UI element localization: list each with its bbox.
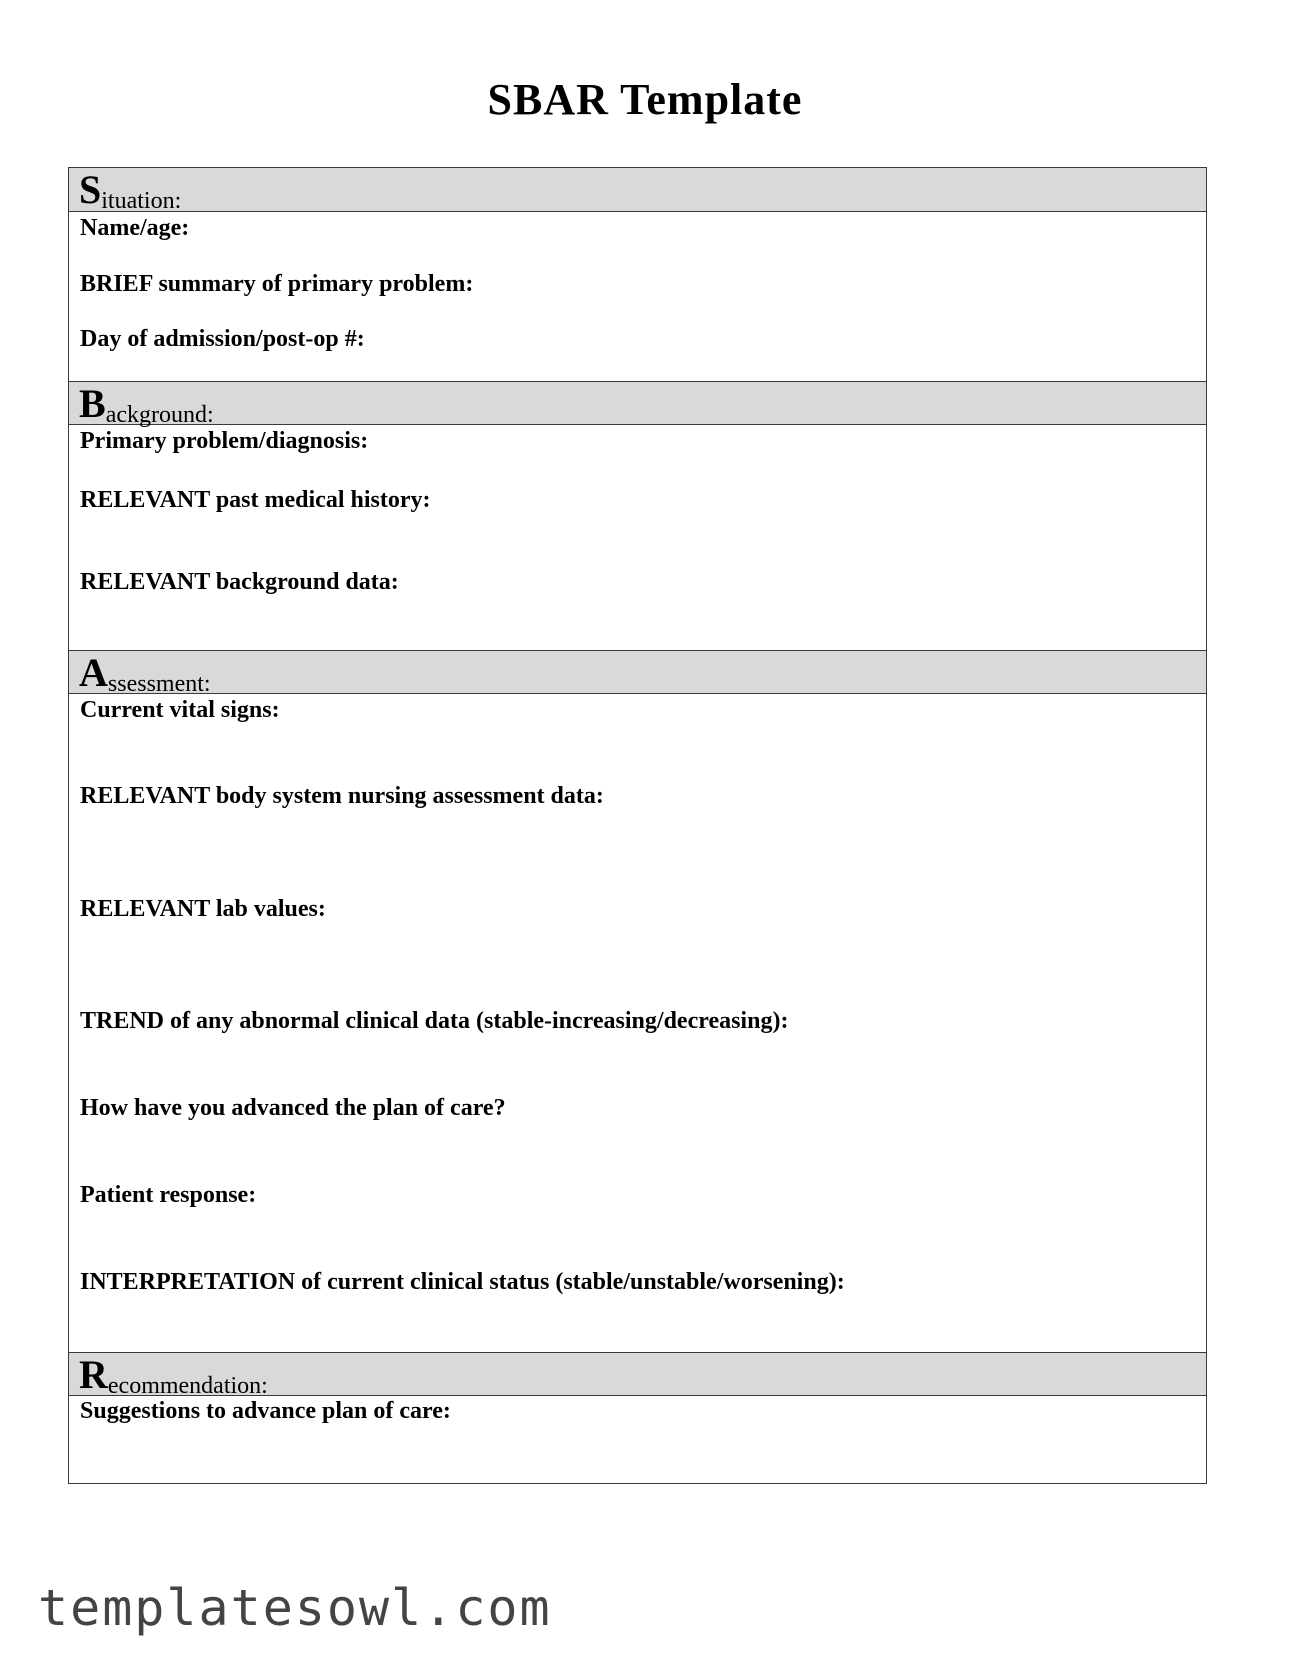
brief-summary-label: BRIEF summary of primary problem: bbox=[80, 271, 474, 297]
interpretation-label: INTERPRETATION of current clinical status (stable/unstable/worsening): bbox=[80, 1269, 845, 1295]
site-watermark: templatesowl.com bbox=[38, 1579, 552, 1637]
day-of-admission-label: Day of admission/post-op #: bbox=[80, 326, 365, 352]
recommendation-section-header bbox=[69, 1352, 1206, 1399]
sbar-form bbox=[68, 167, 1207, 1484]
page-title: SBAR Template bbox=[487, 75, 803, 124]
plan-of-care-label: How have you advanced the plan of care? bbox=[80, 1095, 506, 1121]
nursing-assessment-label: RELEVANT body system nursing assessment data: bbox=[80, 783, 604, 809]
recommendation-initial: R bbox=[79, 1352, 108, 1397]
assessment-initial: A bbox=[79, 650, 108, 695]
situation-section-header bbox=[69, 168, 1206, 212]
assessment-heading: ssessment: bbox=[107, 671, 211, 697]
background-section-header bbox=[69, 381, 1206, 428]
background-data-label: RELEVANT background data: bbox=[80, 569, 399, 595]
situation-heading: ituation: bbox=[101, 188, 182, 214]
lab-values-label: RELEVANT lab values: bbox=[80, 896, 326, 922]
primary-problem-label: Primary problem/diagnosis: bbox=[80, 428, 369, 454]
suggestions-label: Suggestions to advance plan of care: bbox=[80, 1398, 451, 1424]
recommendation-heading: ecommendation: bbox=[107, 1373, 268, 1399]
background-heading: ackground: bbox=[105, 402, 214, 428]
vital-signs-label: Current vital signs: bbox=[80, 697, 280, 723]
patient-response-label: Patient response: bbox=[80, 1182, 257, 1208]
background-initial: B bbox=[79, 381, 106, 426]
trend-label: TREND of any abnormal clinical data (stable-increasing/decreasing): bbox=[80, 1008, 789, 1034]
past-medical-history-label: RELEVANT past medical history: bbox=[80, 487, 431, 513]
name-age-label: Name/age: bbox=[80, 215, 190, 241]
assessment-section-header bbox=[69, 650, 1206, 697]
situation-initial: S bbox=[79, 167, 102, 212]
